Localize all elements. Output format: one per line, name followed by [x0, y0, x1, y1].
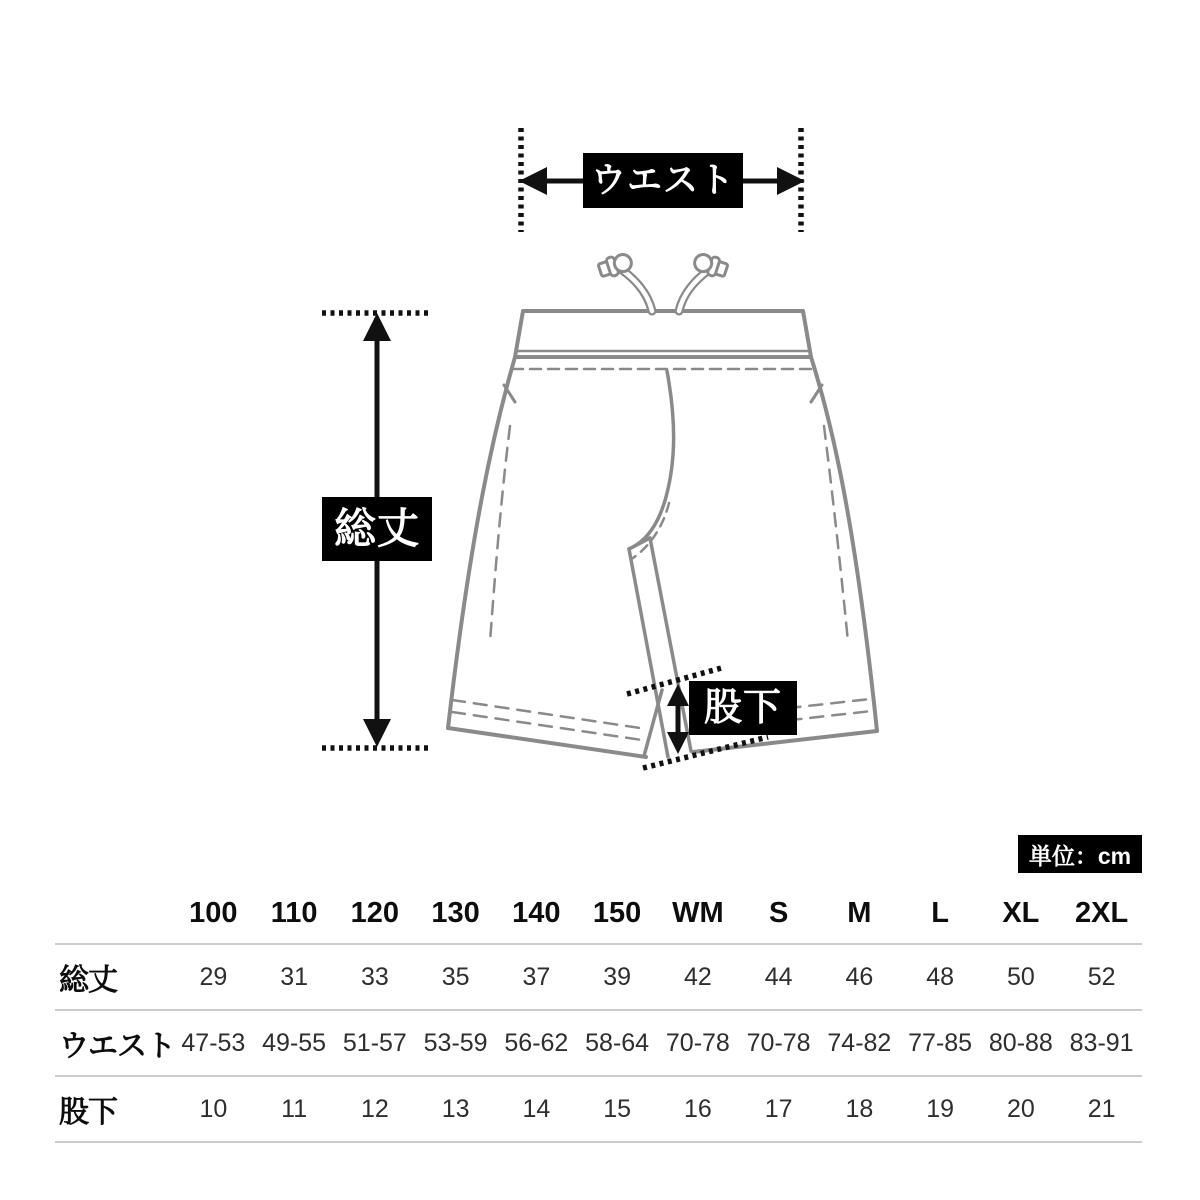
measurement-row — [55, 1076, 1142, 1142]
measurement-value-cell: 58-64 — [577, 1010, 658, 1076]
measurement-value-cell: 77-85 — [900, 1010, 981, 1076]
total-length-dimension-label: 総丈 — [322, 497, 432, 561]
center-seam — [629, 371, 674, 549]
measurement-value-cell: 35 — [415, 944, 496, 1010]
size-column-header: L — [900, 884, 981, 944]
measurement-value-cell: 16 — [658, 1076, 739, 1142]
measurement-value-cell: 83-91 — [1061, 1010, 1142, 1076]
measurement-value-cell: 11 — [254, 1076, 335, 1142]
measurement-row-label: ウエスト — [55, 1010, 173, 1076]
inseam-arrowhead-top — [667, 684, 689, 706]
unit-label: 単位：cm — [1018, 835, 1142, 873]
length-arrowhead-top — [363, 313, 391, 341]
measurement-value-cell: 39 — [577, 944, 658, 1010]
measurement-value-cell: 70-78 — [658, 1010, 739, 1076]
size-spec-table — [55, 884, 1142, 1143]
measurement-value-cell: 52 — [1061, 944, 1142, 1010]
size-column-header: S — [738, 884, 819, 944]
left-leg-inner-edge — [644, 690, 662, 756]
measurement-value-cell: 37 — [496, 944, 577, 1010]
measurement-value-cell: 19 — [900, 1076, 981, 1142]
size-column-header: 100 — [173, 884, 254, 944]
size-column-header: 150 — [577, 884, 658, 944]
size-column-header: 140 — [496, 884, 577, 944]
size-column-header: 110 — [254, 884, 335, 944]
measurement-value-cell: 20 — [981, 1076, 1062, 1142]
measurement-row — [55, 1010, 1142, 1076]
measurement-value-cell: 18 — [819, 1076, 900, 1142]
size-table-header — [55, 884, 1142, 944]
left-leg-hem — [448, 728, 646, 757]
measurement-value-cell: 15 — [577, 1076, 658, 1142]
inseam-dimension-label: 股下 — [689, 681, 797, 735]
inseam-arrowhead-bottom — [667, 732, 689, 754]
measurement-value-cell: 70-78 — [738, 1010, 819, 1076]
measurement-value-cell: 14 — [496, 1076, 577, 1142]
measurement-value-cell: 74-82 — [819, 1010, 900, 1076]
measurement-value-cell: 50 — [981, 944, 1062, 1010]
measurement-value-cell: 80-88 — [981, 1010, 1062, 1076]
size-table-corner-cell — [55, 884, 173, 944]
measurement-row-label: 総丈 — [55, 944, 173, 1010]
size-table-body — [55, 944, 1142, 1142]
measurement-value-cell: 12 — [335, 1076, 416, 1142]
measurement-row-label: 股下 — [55, 1076, 173, 1142]
measurement-value-cell: 56-62 — [496, 1010, 577, 1076]
left-outer-seam — [448, 357, 515, 728]
measurement-value-cell: 47-53 — [173, 1010, 254, 1076]
measurement-value-cell: 33 — [335, 944, 416, 1010]
measurement-value-cell: 17 — [738, 1076, 819, 1142]
inseam-panel-left-edge — [629, 549, 668, 757]
waist-dimension-label: ウエスト — [583, 153, 743, 208]
size-column-header: M — [819, 884, 900, 944]
size-column-header: 2XL — [1061, 884, 1142, 944]
measurement-annotations — [322, 128, 805, 768]
measurement-value-cell: 48 — [900, 944, 981, 1010]
measurement-value-cell: 10 — [173, 1076, 254, 1142]
measurement-value-cell: 44 — [738, 944, 819, 1010]
measurement-value-cell: 51-57 — [335, 1010, 416, 1076]
measurement-value-cell: 46 — [819, 944, 900, 1010]
size-header-row — [55, 884, 1142, 944]
measurement-value-cell: 31 — [254, 944, 335, 1010]
size-column-header: WM — [658, 884, 739, 944]
measurement-value-cell: 21 — [1061, 1076, 1142, 1142]
shorts-line-art — [448, 251, 877, 757]
left-pocket-stitching — [490, 426, 510, 642]
measurement-value-cell: 53-59 — [415, 1010, 496, 1076]
measurement-row — [55, 944, 1142, 1010]
measurement-value-cell: 42 — [658, 944, 739, 1010]
inseam-panel-right-edge — [650, 538, 691, 751]
measurement-value-cell: 13 — [415, 1076, 496, 1142]
size-column-header: XL — [981, 884, 1062, 944]
size-column-header: 120 — [335, 884, 416, 944]
length-arrowhead-bottom — [363, 719, 391, 747]
measurement-value-cell: 29 — [173, 944, 254, 1010]
right-outer-seam — [811, 357, 877, 731]
measurement-value-cell: 49-55 — [254, 1010, 335, 1076]
size-column-header: 130 — [415, 884, 496, 944]
